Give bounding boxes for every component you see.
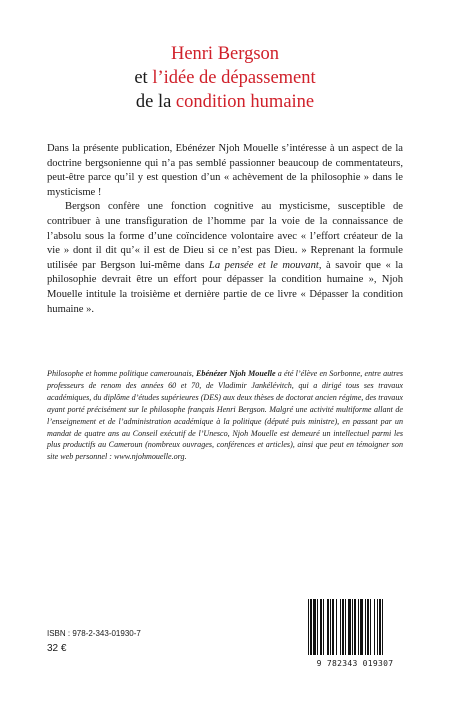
- summary-paragraph-2: [47, 200, 403, 317]
- author-bio: [47, 368, 403, 463]
- price-label: 32 €: [47, 643, 67, 654]
- title-line-3-red: condition humaine: [175, 92, 315, 112]
- book-title: [0, 42, 450, 114]
- title-line-1: Henri Bergson: [170, 44, 280, 64]
- isbn-label: ISBN : 978-2-343-01930-7: [47, 629, 141, 638]
- summary-p2-part-a: Bergson confère une fonction cognitive au mysticisme, susceptible de contribuer à une transfiguration de l’homme par la voie de la connaissance de l’absolu sous la forme d’une coïncidence volontaire avec « l’effort créateur de la vie » dont il dit qu’« il est de Dieu si ce n’est pas Dieu. » Reprenant la formule utilisée par Bergson lui-même dans: [47, 201, 403, 271]
- title-line-2-prefix: et: [134, 68, 153, 88]
- summary-p2-part-b: , à savoir que « la philosophie devrait être un effort pour dépasser la condition humaine », Njoh Mouelle intitule la troisième et dernière partie de ce livre « Dépasser la condition humaine ».: [47, 259, 403, 315]
- title-line-3-prefix: de la: [135, 92, 176, 112]
- title-line-2: [0, 66, 450, 90]
- title-line-2-red: l’idée de dépassement: [152, 68, 316, 88]
- title-line-3: [0, 90, 450, 114]
- summary-p2-book-title: La pensée et le mouvant: [208, 259, 319, 271]
- author-name: Ebénézer Njoh Mouelle: [196, 369, 276, 378]
- summary-paragraph-1: Dans la présente publication, Ebénézer Njoh Mouelle s’intéresse à un aspect de la doctrine bergsonienne qui n’a pas semblé passionner beaucoup de commentateurs, peut-être parce qu’il y est question d’un « achèvement de la philosophie » dans le mysticisme !: [47, 143, 403, 198]
- author-bio-paragraph: [47, 368, 403, 463]
- barcode-number: 9 782343 019307: [316, 659, 394, 668]
- bio-text: a été l’élève en Sorbonne, entre autres professeurs de renom des années 60 et 70, de Vladimir Jankélévitch, qui a dirigé tous ses travaux académiques, du diplôme d’études supérieures (DES) aux deux thèses de doctorat ancien régime, des travaux ayant porté précisément sur le philosophe français Henri Bergson. Malgré une activité multiforme allant de l’enseignement et de l’administration académique à la politique (député puis ministre), en passant par un mandat de quatre ans au Conseil exécutif de l’Unesco, Njoh Mouelle est demeuré un intellectuel parmi les plus productifs au Cameroun (nombreux ouvrages, conférences et articles), ainsi que peut en témoigner son site web personnel : www.njohmouelle.org.: [47, 369, 404, 462]
- barcode-bars: [306, 599, 404, 657]
- bio-prefix: Philosophe et homme politique camerounais,: [47, 369, 197, 378]
- summary-text: [47, 142, 403, 317]
- barcode: [300, 599, 410, 669]
